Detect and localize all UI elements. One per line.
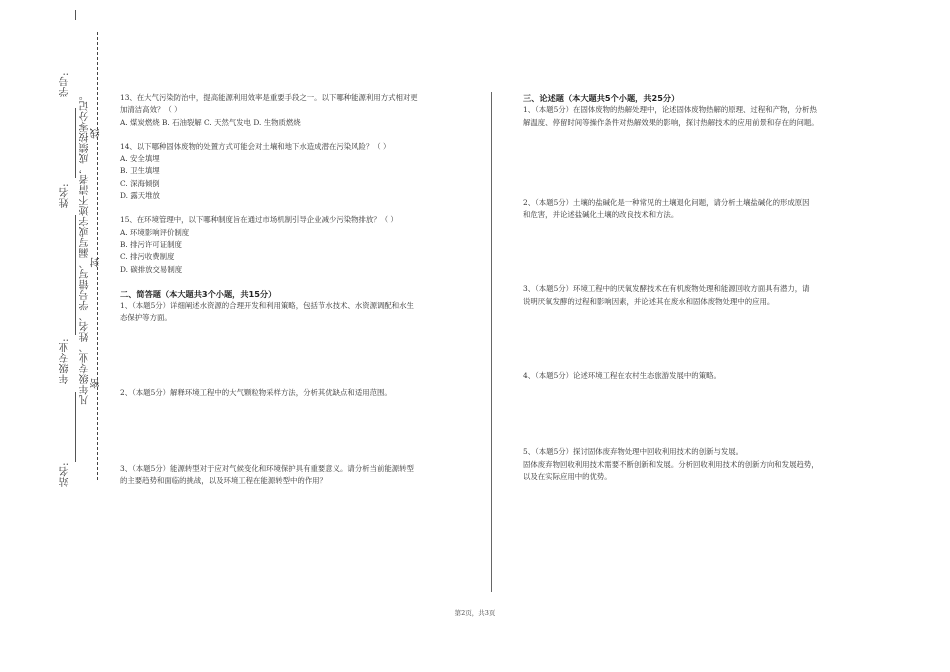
short-answer-1-line2: 态保护等方面。 [120, 313, 172, 323]
label-nianji: 年级专业: [60, 338, 71, 384]
margin-outer-line [75, 10, 76, 20]
q15-option-b: B. 排污许可证制度 [120, 239, 182, 249]
q13-options: A. 煤炭燃烧 B. 石油裂解 C. 天然气发电 D. 生物质燃烧 [120, 117, 301, 127]
q14-option-c: C. 深海倾倒 [120, 178, 160, 188]
right-column [523, 92, 863, 483]
margin-seal-mi: 密 [91, 378, 102, 389]
underline-xuehao [75, 108, 76, 178]
q15-option-a: A. 环境影响评价制度 [120, 227, 190, 237]
essay-5-line1: 5、（本题5分）探讨固体废弃物处理中回收利用技术的创新与发展。 [523, 447, 744, 457]
section-3-title: 三、论述题（本大题共5个小题，共25分） [523, 93, 680, 103]
margin-warning: 凡年级专业、姓名、学号错写、漏写或字迹不清者，成绩按零分记。 [80, 90, 91, 405]
q15-stem: 15、在环境管理中，以下哪种制度旨在通过市场机制引导企业减少污染物排放？（ ） [120, 215, 398, 225]
margin-seal-xian: 线 [91, 128, 102, 139]
essay-5-line3: 以及在实际应用中的优势。 [523, 471, 612, 481]
q14-stem: 14、以下哪种固体废物的处置方式可能会对土壤和地下水造成潜在污染风险？（ ） [120, 141, 391, 151]
binding-dashed-line [97, 32, 98, 480]
essay-3-line1: 3、（本题5分）环境工程中的厌氧发酵技术在有机废物处理和能源回收方面具有潜力，请 [523, 284, 810, 294]
label-xingming: 姓名: [60, 183, 71, 208]
margin-seal-feng: 封 [91, 257, 102, 268]
essay-1-line2: 解温度、停留时间等操作条件对热解效果的影响，探讨热解技术的应用前景和存在的问题。 [523, 117, 819, 127]
section-2-title: 二、简答题（本大题共3个小题，共15分） [120, 288, 277, 299]
essay-5-line2: 固体废弃物回收利用技术需要不断创新和发展。分析回收利用技术的创新方向和发展趋势， [523, 459, 819, 469]
short-answer-3-line2: 的主要趋势和面临的挑战，以及环境工程在能源转型中的作用？ [120, 476, 327, 486]
q15-option-c: C. 排污收费制度 [120, 252, 175, 262]
q14-option-a: A. 安全填埋 [120, 154, 160, 164]
q14-option-b: B. 卫生填埋 [120, 166, 160, 176]
essay-2-line1: 2、（本题5分）土壤的盐碱化是一种常见的土壤退化问题，请分析土壤盐碱化的形成原因 [523, 197, 810, 207]
underline-xingming [75, 215, 76, 335]
q13-stem-line2: 加清洁高效？（ ） [120, 105, 182, 115]
label-zhanming: 站名: [60, 462, 71, 487]
q13-stem-line1: 13、在大气污染防治中，提高能源利用效率是重要手段之一。以下哪种能源利用方式相对更 [120, 93, 418, 102]
label-xuehao: 学号: [60, 72, 71, 97]
short-answer-1-line1: 1、（本题5分）详细阐述水资源的合理开发和利用策略，包括节水技术、水资源调配和水生 [120, 301, 414, 311]
page-footer: 第2页，共3页 [454, 609, 496, 617]
essay-1-line1: 1、（本题5分）在固体废物的热解处理中，论述固体废物热解的原理、过程和产物，分析热 [523, 105, 817, 115]
short-answer-2-line1: 2、（本题5分）解释环境工程中的大气颗粒物采样方法，分析其优缺点和适用范围。 [120, 387, 392, 397]
q14-option-d: D. 露天堆放 [120, 191, 160, 201]
short-answer-3-line1: 3、（本题5分）能源转型对于应对气候变化和环境保护具有重要意义。请分析当前能源转型 [120, 464, 414, 474]
essay-3-line2: 说明厌氧发酵的过程和影响因素，并论述其在废水和固体废物处理中的应用。 [523, 296, 775, 306]
underline-nianji [75, 392, 76, 462]
left-column [120, 92, 470, 488]
essay-4-line1: 4、（本题5分）论述环境工程在农村生态旅游发展中的策略。 [523, 371, 721, 381]
q15-option-d: D. 碳排放交易制度 [120, 264, 183, 274]
essay-2-line2: 和危害，并论述盐碱化土壤的改良技术和方法。 [523, 210, 679, 220]
column-divider [491, 92, 492, 592]
